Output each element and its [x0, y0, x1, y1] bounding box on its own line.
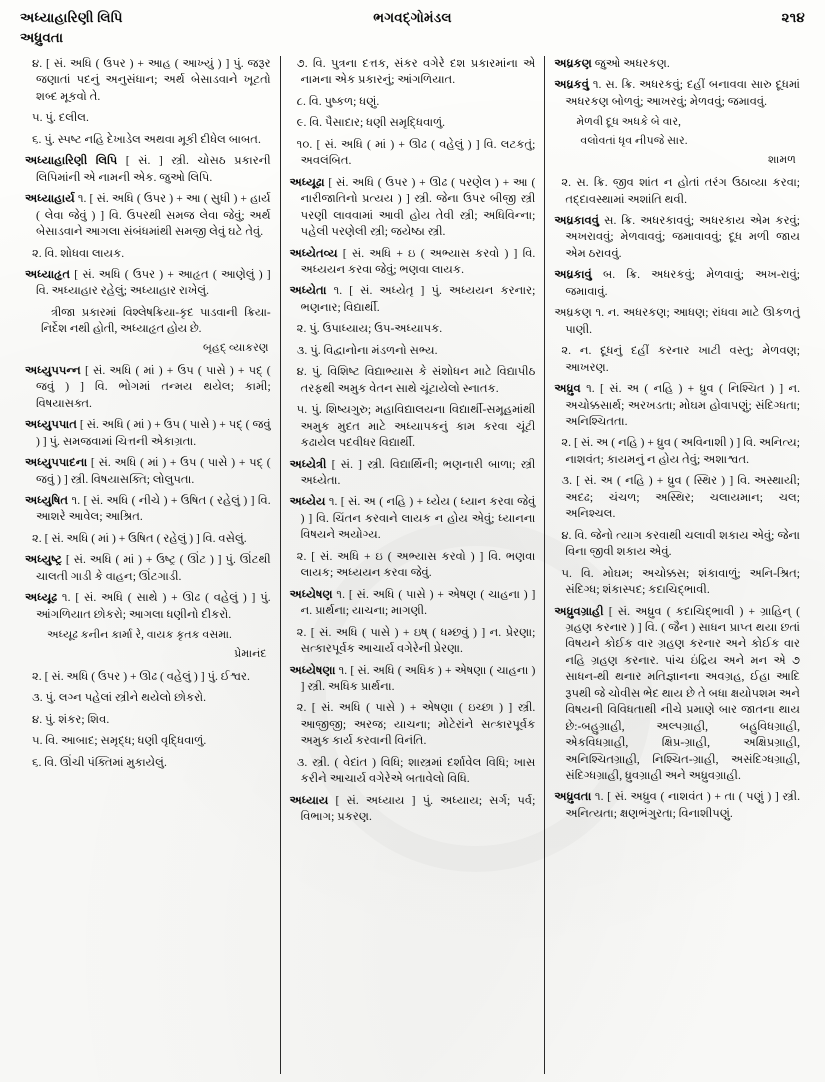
sense-definition: ૯. વિ. પૈસાદાર; ધણી સમૃદ્ધિવાળું. — [296, 116, 446, 130]
sense-definition: ૮. વિ. પુષ્કળ; ધણું. — [296, 94, 380, 108]
entry-headword: અધ્યેતા — [289, 284, 327, 298]
verse-quotation: વલોવતાં ધૃવ નીપજે સાર. — [580, 135, 688, 148]
dictionary-entry — [290, 175, 536, 241]
entry-body: [ સં. અધિ ( માં ) + ઉપ ( પાસે ) + પદ્ ( જવું ) ] વિ. ભોગમાં તન્મય થયેલ; કામી; વિષયાસક્ત. — [36, 363, 271, 410]
entry-headword: અધ્યુપપન્ન — [25, 363, 81, 377]
entry-headword: અધ્રકણ — [554, 57, 592, 70]
dictionary-entry — [290, 494, 536, 543]
entry-headword: અધ્યેતવ્ય — [289, 246, 338, 260]
entry-headword: અધ્યેષણ — [289, 587, 333, 601]
sense-definition: ૧૦. [ સં. અધિ ( માં ) + ઊઢ ( વહેલું ) ] વિ. લટકતું; અવલંબિત. — [296, 137, 536, 168]
dictionary-entry — [554, 789, 800, 822]
entry-body: ૧. [ સં. અધિ ( સાથે ) + ઊઢ ( વહેલું ) ] પું. આંગળિયાત છોકરો; આગલા ધણીનો દીકરો. — [36, 591, 271, 621]
dictionary-entry — [554, 604, 800, 785]
source-citation: બૃહદ્ વ્યાકરણ — [203, 341, 269, 354]
entry-headword: અધ્યૂઢા — [289, 175, 325, 189]
column-2 — [281, 56, 546, 1074]
entry-headword: અધ્રુવતા — [554, 790, 592, 804]
entry-body: ૧. [ સં. અધ્રુવ ( નાશવંત ) + તા ( પણું ) ] સ્ત્રી. અનિત્યતા; ક્ષણભંગુરતા; વિનાશીપણું. — [565, 790, 801, 820]
sense-definition: ૨. [ સં. અધિ ( માં ) + ઉષિત ( રહેલું ) ] વિ. વસેલું. — [32, 531, 247, 545]
dictionary-entry — [25, 552, 271, 585]
sense-definition: ૫. વિ. આબાદ; સમૃદ્ધ; ધણી વૃદ્ધિવાળું. — [32, 734, 207, 748]
entry-body: [ સં. અધ્રુવ ( કદાચિદ્‌ભાવી ) + ગ્રાહિન્ ( ગ્રહણ કરનાર ) ] વિ. ( જૈન ) સાધન પ્રાપ્ત થયા છતાં વિષયને કોઈક વાર ગ્રહણ કરનાર અને કોઈક વાર નહિ ગ્રહણ કરનાર. પાંચ ઇંદ્રિય અને મન એ ૭ સાધન-થી થનાર મતિજ્ઞાનના અવગ્રહ, ઈહા આદિ રૂપથી જે ચોવીસ ભેદ થાય છે તે બધા ક્ષયોપશમ અને વિષયની વિવિધતાથી નીચે પ્રમાણે બાર જાતના થાય છે:-બહુગ્રાહી, અલ્પગ્રાહી, બહુવિધગ્રાહી, એકવિધગ્રાહી, ક્ષિપ્ર-ગ્રાહી, અક્ષિપ્રગ્રાહી, અનિશ્ચિતગ્રાહી, નિશ્ચિત-ગ્રાહી, અસંદિગ્ધગ્રાહી, સંદિગ્ધગ્રાહી, ધ્રુવગ્રાહી અને અધ્રુવગ્રાહી. — [565, 604, 801, 783]
sense-definition: ૩. સ્ત્રી. ( વેદાંત ) વિધિ; શાસ્ત્રમાં દર્શાવેલ વિધિ; ખાસ કરીને આચાર્ય વગેરેએ બતાવેલો વિધિ. — [296, 755, 536, 786]
entry-headword: અધ્રુવગ્રાહી — [554, 604, 604, 618]
dictionary-entry — [25, 590, 271, 623]
page-number: ૨૧૪ — [781, 10, 805, 25]
sense-definition: ૫. વિ. મોઘમ; અચોક્કસ; શંકાવાળું; અનિ-શ્રિત; સંદિગ્ધ; શંકાસ્પદ; કદાચિદ્‌ભાવી. — [561, 566, 801, 597]
sense-definition: ૨. વિ. શોધવા લાયક. — [32, 246, 125, 260]
running-head-left-line2: અધ્રુવતા — [20, 30, 64, 45]
column-3 — [545, 56, 809, 1074]
sense-definition: ૬. પું. સ્પષ્ટ નહિ દેખાડેલ અથવા મૂકી દીધેલ બાબત. — [32, 132, 261, 146]
entry-body: [ સં. અધિ ( માં ) + ઉપ ( પાસે ) + પદ્ ( જવું ) ] પું. સમજવામાં ચિત્તની એકાગ્રતા. — [36, 418, 271, 448]
verse-quotation: અધ્યૂઢ કનીન કાર્મા રે, વાયક કૃતક વસમા. — [47, 629, 232, 642]
column-container — [16, 56, 809, 1074]
sense-definition: ૭. વિ. પુત્રના દત્તક, સંકર વગેરે દશ પ્રકારમાંના એ નામના એક પ્રકારનું; આંગળિયાત. — [296, 57, 536, 87]
quotation-attribution: પ્રેમાનંદ — [234, 648, 267, 661]
dictionary-entry — [290, 246, 536, 279]
usage-note: ત્રીજા પ્રકારમાં વિશ્લેષક્રિયા-કૃદ પાડવાની ક્રિયા-નિર્દેશ નથી હોતી, અધ્યાહૃત હોય છે. — [41, 306, 271, 335]
dictionary-entry — [554, 213, 800, 262]
entry-body: ૧. [ સં. અ ( નહિ ) + ધ્રુવ ( નિશ્ચિત ) ] ન. અચોક્કસાર્થ; અરખડતા; મોઘમ હોવાપણું; સંદિગ્ધતા; અનિશ્ચિતતા. — [565, 382, 801, 428]
sense-definition: ૩. પું. વિદ્વાનોના મંડળનો સભ્ય. — [296, 343, 438, 357]
entry-headword: અધ્યુષિત — [25, 494, 69, 508]
sense-definition: ૨. [ સં. અધિ ( ઉપર ) + ઊઢ ( વહેલું ) ] પું. ઈશ્વર. — [32, 670, 250, 684]
entry-body: [ સં. ] સ્ત્રી. વિદ્યાર્થિની; ભણનારી બાળા; સ્ત્રી અધ્યેતા. — [300, 457, 536, 487]
dictionary-entry — [554, 77, 800, 110]
sense-definition: ૬. વિ. ઊંચી પંક્તિમાં મુકાયેલું. — [32, 755, 167, 769]
sense-definition: ૫. પું. શિષ્યગુરુ; મહાવિદ્યાલયના વિદ્યાર્થી-સમૂહમાંથી અમુક મુદત માટે અધ્યાપકનું કામ કરવા ચૂંટી કઢાયેલ પદવીધર વિદ્યાર્થી. — [296, 403, 536, 450]
entry-headword: અધ્યાય — [289, 793, 329, 807]
entry-body: ૧. [ સં. અધ્યેતૃ ] પું. અધ્યયન કરનાર; ભણનાર; વિદ્યાર્થી. — [300, 284, 536, 314]
entry-headword: અધ્યાહાર્ય — [25, 192, 75, 206]
dictionary-entry — [25, 417, 271, 450]
quotation-attribution: શામળ — [768, 154, 797, 167]
entry-headword: અધ્યેષણા — [289, 663, 336, 677]
sense-definition: ૨. [ સં. અધિ ( પાસે ) + એષણા ( ઇચ્છા ) ] સ્ત્રી. આજીજી; અરજ; યાચના; મોટેરાંને સત્કારપૂર્વક અમુક કાર્ય કરવાની વિનંતિ. — [296, 701, 536, 748]
running-head-left-line1: અધ્યાહારિણી લિપિ — [20, 10, 123, 25]
entry-body: [ સં. અધિ + ઇ ( અભ્યાસ કરવો ) ] વિ. અધ્યયન કરવા જેવું; ભણવા લાયક. — [300, 246, 536, 276]
dictionary-entry — [25, 153, 271, 186]
sense-definition: ૪. [ સં. અધિ ( ઉપર ) + આહ ( આખ્યું ) ] પું. જરૂર જણાતાં પદનું અનુસંધાન; અર્થ બેસાડવાને ખૂટતો શબ્દ મૂકવો તે. — [32, 57, 271, 103]
entry-body: [ સં. અધિ ( માં ) + ઉષ્ટ્ર ( ઊંટ ) ] પું. ઊંટથી ચાલતી ગાડી કે વાહન; ઊંટગાડી. — [36, 553, 271, 583]
entry-body: સ. ક્રિ. અધરકાવવું; અધરકાય એમ કરવું; અખરાવવું; મેળવાવવું; જમાવાવવું; દૂધ મળી જાય એમ ઠરાવવું. — [565, 213, 801, 260]
entry-body: [ સં. અધિ ( ઉપર ) + આહૃત ( આણેલું ) ] વિ. અધ્યાહાર રહેલું; અધ્યાહાર રાખેલું. — [36, 267, 271, 298]
entry-body: ૧. [ સં. અધિ ( ઉપર ) + આ ( સુધી ) + હાર્ય ( લેવા જેવું ) ] વિ. ઉપરથી સમજ લેવા જેવું; અર્થ બેસાડવાને આગલા સંબંધમાંથી સમજી લેવું ઘટે તેવું. — [36, 192, 271, 239]
entry-headword: અધ્રુવ — [554, 382, 581, 396]
dictionary-entry — [554, 267, 800, 300]
dictionary-entry — [25, 363, 271, 412]
entry-body: ૧. [ સં. અધિ ( અધિક ) + એષણા ( ચાહના ) ] સ્ત્રી. અધિક પ્રાર્થના. — [300, 663, 536, 693]
sense-definition: ૨. પું. ઉપાધ્યાય; ઉપ-અધ્યાપક. — [296, 322, 443, 336]
book-title: ભગવદ્‌ગોમંડલ — [373, 10, 452, 25]
sense-definition: ૪. વિ. જેનો ત્યાગ કરવાથી ચલાવી શકાય એવું; જેના વિના જીવી શકાય એવું. — [561, 528, 801, 559]
sense-definition: ૨. સ. ક્રિ. જીવ શાંત ન હોતાં તરંગ ઉઠાવ્યા કરવા; તદ્દાવસ્થામાં અશાંતિ થવી. — [561, 176, 801, 206]
entry-headword: અધ્યુપપાત — [25, 418, 77, 432]
entry-body: [ સં. અધિ ( માં ) + ઉપ ( પાસે ) + પદ્ ( જવું ) ] સ્ત્રી. વિષયાસક્તિ; લોલુપતા. — [36, 456, 271, 486]
entry-headword: અધ્રકાવવું — [554, 213, 600, 227]
dictionary-entry: અધ્રકણ ૧. ન. અધરકણ; આધણ; રાંધવા માટે ઊકળતું પાણી. — [554, 306, 801, 336]
sense-definition: ૫. પું. દલીલ. — [32, 111, 89, 125]
dictionary-entry — [554, 381, 800, 430]
entry-headword: અધ્યેત્રી — [289, 457, 327, 471]
dictionary-entry — [290, 283, 536, 316]
entry-body: ૧. [ સં. અધિ ( નીચે ) + ઉષિત ( રહેલું ) ] વિ. આશરે આવેલ; આશ્રિત. — [36, 494, 271, 524]
dictionary-entry — [25, 493, 271, 526]
dictionary-entry — [290, 587, 536, 620]
entry-body: ૧. સ. ક્રિ. અધરકવું; દહીં બનાવવા સારુ દૂધમાં અધરકણ બોળવું; આખરવું; મેળવવું; જમાવવું. — [565, 78, 801, 108]
entry-headword: અધ્યાહારિણી લિપિ — [25, 154, 118, 168]
sense-definition: ૪. પું. વિશિષ્ટ વિદ્યાભ્યાસ કે સંશોધન માટે વિદ્યાપીઠ તરફથી અમુક વેતન સાથે ચૂંટાયેલો સ્નાતક. — [296, 365, 536, 395]
sense-definition: ૨. ન. દૂધનું દહીં કરનાર ખાટી વસ્તુ; મેળવણ; આખરણ. — [561, 344, 801, 374]
sense-definition: ૪. પું. શંકર; શિવ. — [32, 712, 110, 726]
column-1 — [16, 56, 281, 1074]
sense-definition: ૩. પું. લગ્ન પહેલાં સ્ત્રીને થયેલો છોકરો. — [32, 691, 207, 705]
entry-body: બ. ક્રિ. અધરકવું; મેળવાવું; અખ-રાવું; જમાવાવું. — [565, 268, 801, 298]
entry-body: ૧. [ સં. અ ( નહિ ) + ધ્યેય ( ધ્યાન કરવા જેવું ) ] વિ. ચિંતન કરવાને લાયક ન હોય એવું; ધ્યાનના વિષયને અયોગ્ય. — [300, 495, 536, 542]
entry-body: [ સં. અધિ ( ઉપર ) + ઊઢ ( પરણેલ ) + આ ( નારીજાતિનો પ્રત્યય ) ] સ્ત્રી. જેના ઉપર બીજી સ્ત્રી પરણી લાવવામાં આવી હોય તેવી સ્ત્રી; અધિવિન્ના; પહેલી પરણેલી સ્ત્રી; જયેષ્ઠા સ્ત્રી. — [300, 175, 536, 239]
entry-body: [ સં. ] સ્ત્રી. ચોસઠ પ્રકારની લિપિમાંની એ નામની એક. જુઓ લિપિ. — [36, 154, 271, 184]
entry-headword: અધ્યૂઢ — [25, 591, 58, 605]
dictionary-entry — [25, 455, 271, 488]
dictionary-entry — [290, 793, 536, 826]
sense-definition: ૨. [ સં. અ ( નહિ ) + ધ્રુવ ( અવિનાશી ) ] વિ. અનિત્ય; નાશવંત; કાયમનું ન હોય તેવું; અશાશ્વત. — [561, 436, 801, 466]
entry-body: જુઓ અધરકણ. — [591, 57, 670, 70]
sense-definition: ૨. [ સં. અધિ + ઇ ( અભ્યાસ કરવો ) ] વિ. ભણવા લાયક; અધ્યયન કરવા જેવું. — [296, 549, 536, 580]
dictionary-entry — [25, 267, 271, 300]
entry-headword: અધ્રકવું — [554, 78, 589, 92]
verse-quotation: મેળવી દૂધ અધકે બે વાર, — [576, 116, 681, 129]
entry-headword: અધ્રકાવું — [554, 268, 592, 282]
entry-body: [ સં. અધ્યાય ] પું. અધ્યાય; સર્ગ; પર્વ; વિભાગ; પ્રકરણ. — [300, 793, 536, 824]
entry-headword: અધ્યેય — [289, 495, 326, 509]
sense-definition: ૨. [ સં. અધિ ( પાસે ) + ઇષ્ ( ધમ્છવું ) ] ન. પ્રેરણા; સત્કારપૂર્વક આચાર્ય વગેરેની પ્રેરણા. — [296, 625, 536, 656]
running-head — [0, 8, 825, 54]
entry-headword: અધ્યુષ્ટ્ર — [25, 553, 63, 567]
entry-headword: અધ્યુપપાદના — [25, 456, 88, 470]
dictionary-entry — [554, 56, 800, 72]
dictionary-entry — [290, 457, 536, 490]
sense-definition: ૩. [ સં. અ ( નહિ ) + ધ્રુવ ( સ્થિર ) ] વિ. અસ્થાયી; અદઢ; ચંચળ; અસ્થિર; ચલાયમાન; ચલ; અનિશ્ચલ. — [561, 474, 801, 521]
dictionary-entry — [25, 191, 271, 240]
entry-headword: અધ્યાહૃત — [25, 267, 71, 281]
dictionary-entry — [290, 663, 536, 696]
entry-body: ૧. [ સં. અધિ ( પાસે ) + એષણ ( ચાહના ) ] ન. પ્રાર્થના; યાચના; માગણી. — [300, 587, 536, 618]
